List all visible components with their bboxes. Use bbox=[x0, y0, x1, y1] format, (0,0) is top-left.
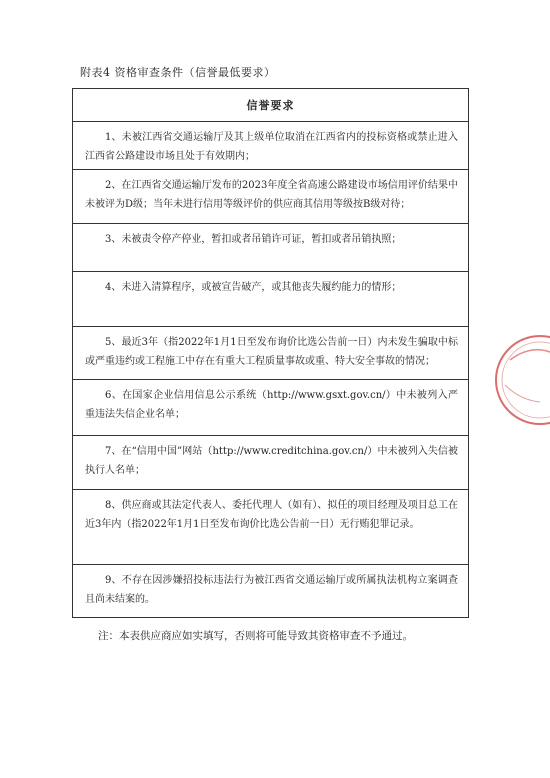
table-row: 7、在“信用中国”网站（http://www.creditchina.gov.cn/）中未被列入失信被执行人名单； bbox=[73, 436, 468, 490]
requirements-table bbox=[72, 88, 469, 618]
table-row: 8、供应商或其法定代表人、委托代理人（如有）、拟任的项目经理及项目总工在近3年内（指2022年1月1日至发布询价比选公告前一日）无行贿犯罪记录。 bbox=[73, 490, 468, 565]
table-row: 1、未被江西省交通运输厅及其上级单位取消在江西省内的投标资格或禁止进入江西省公路建设市场且处于有效期内； bbox=[73, 122, 468, 170]
footnote: 注：本表供应商应如实填写，否则将可能导致其资格审查不予通过。 bbox=[98, 630, 413, 642]
table-row: 5、最近3年（指2022年1月1日至发布询价比选公告前一日）内未发生骗取中标或严重违约或工程施工中存在有重大工程质量事故或重、特大安全事故的情况； bbox=[73, 327, 468, 380]
table-row: 2、在江西省交通运输厅发布的2023年度全省高速公路建设市场信用评价结果中未被评为D级；当年未进行信用等级评价的供应商其信用等级按B级对待； bbox=[73, 170, 468, 224]
table-caption: 附表4 资格审查条件（信誉最低要求） bbox=[80, 66, 276, 79]
table-row: 9、不存在因涉嫌招投标违法行为被江西省交通运输厅或所属执法机构立案调查且尚未结案的。 bbox=[85, 575, 458, 605]
table-row: 3、未被责令停产停业，暂扣或者吊销许可证，暂扣或者吊销执照； bbox=[73, 224, 468, 272]
table-row: 4、未进入清算程序，或被宣告破产，或其他丧失履约能力的情形； bbox=[73, 272, 468, 327]
table-row: 6、在国家企业信用信息公示系统（http://www.gsxt.gov.cn/）中未被列入严重违法失信企业名单； bbox=[73, 380, 468, 436]
company-seal-icon bbox=[490, 330, 550, 430]
table-header: 信誉要求 bbox=[73, 89, 468, 122]
